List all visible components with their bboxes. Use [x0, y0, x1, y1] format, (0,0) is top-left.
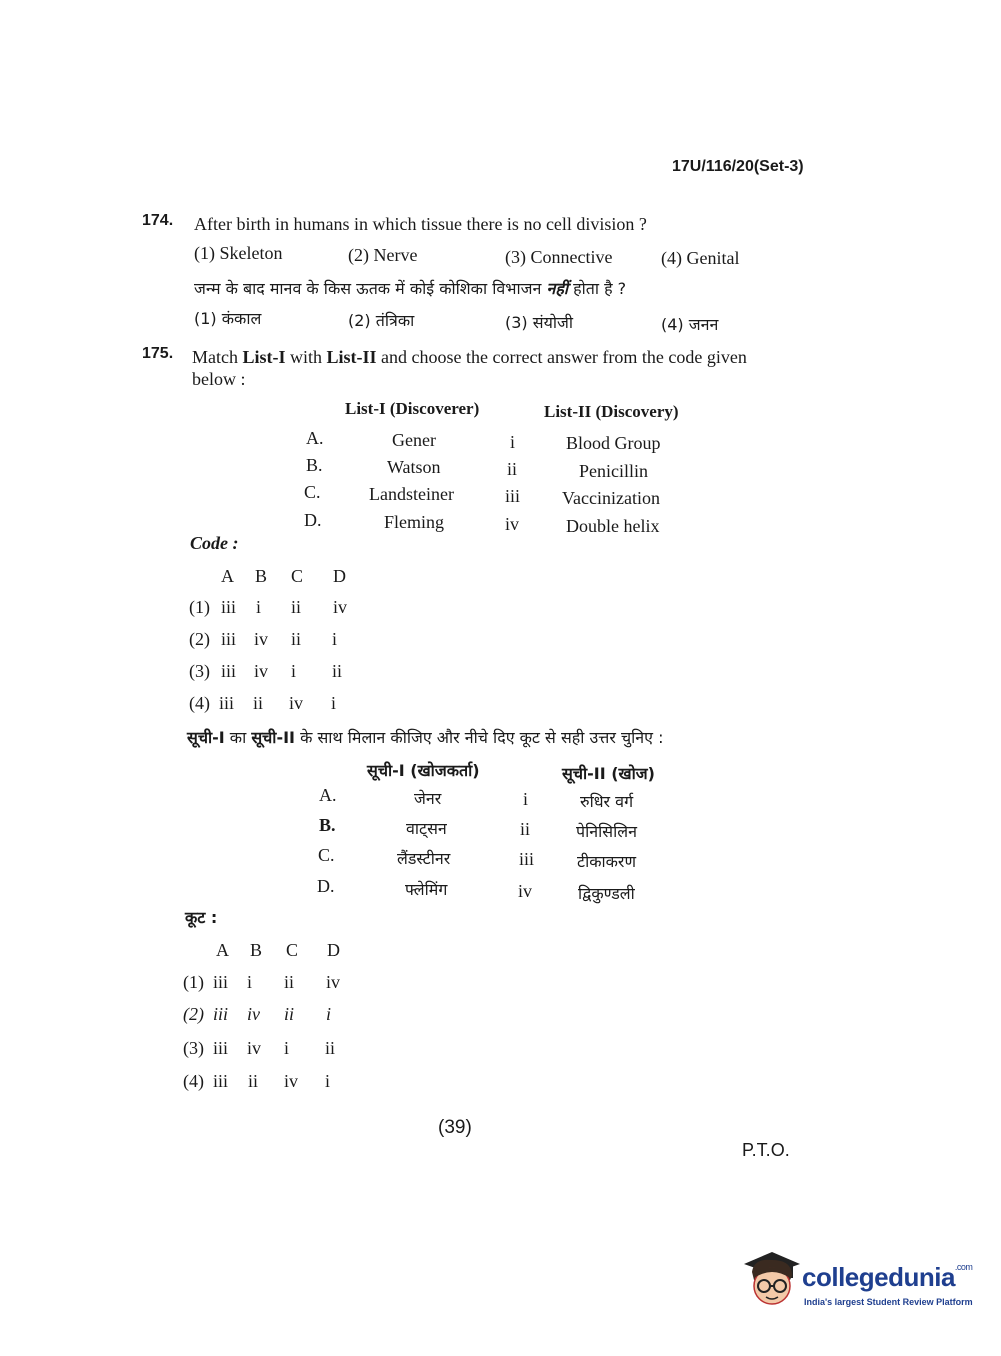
- hindi-list-row-item: लैंडस्टीनर: [397, 849, 451, 868]
- code-cell: ii: [291, 629, 302, 649]
- q174-hindi-option-2: (2) तंत्रिका: [348, 311, 415, 330]
- code-col-a: A: [221, 566, 234, 586]
- hindi-code-option-row: [0, 1038, 400, 1060]
- code-option-number: (1): [183, 972, 204, 992]
- hindi-list-row-letter: C.: [318, 845, 335, 865]
- code-header-row: [0, 566, 400, 588]
- code-col-c: C: [286, 940, 299, 960]
- list-row-num: i: [510, 432, 516, 452]
- q174-option-4: (4) Genital: [661, 248, 740, 268]
- list-row-match: Blood Group: [566, 433, 661, 453]
- hindi-list-row-num: iii: [519, 849, 535, 869]
- list-row-item: Fleming: [384, 512, 445, 532]
- question-175-hindi: सूची-I का सूची-II के साथ मिलान कीजिए और नीचे दिए कूट से सही उत्तर चुनिए :: [187, 728, 664, 747]
- hindi-list-row-item: फ्लेमिंग: [405, 880, 448, 899]
- hindi-code-option-row: [0, 972, 400, 994]
- code-col-a: A: [216, 940, 229, 960]
- list-row-letter: B.: [306, 455, 323, 475]
- question-175-number: 175.: [142, 345, 174, 362]
- code-col-b: B: [250, 940, 263, 960]
- code-col-b: B: [255, 566, 268, 586]
- code-cell: iv: [247, 1004, 260, 1024]
- q174-hindi-option-4: (4) जनन: [661, 315, 719, 334]
- hindi-list-row-num: i: [523, 789, 529, 809]
- code-option-number: (2): [189, 629, 210, 649]
- list-row-item: Landsteiner: [369, 484, 454, 504]
- hindi-list-row-match: पेनिसिलिन: [576, 822, 637, 841]
- code-cell: i: [284, 1038, 290, 1058]
- list-row-letter: D.: [304, 510, 322, 530]
- code-col-d: D: [327, 940, 340, 960]
- hindi-list-row-letter: B.: [319, 815, 336, 835]
- q174-option-1: (1) Skeleton: [194, 243, 283, 263]
- question-175-text-cont: below :: [192, 369, 246, 389]
- code-cell: iv: [254, 629, 269, 649]
- hindi-code-option-row: [0, 1071, 400, 1093]
- code-option-row: [0, 629, 400, 651]
- collegedunia-logo: collegedunia$^{.com}$: [802, 1262, 973, 1292]
- code-cell: iii: [221, 661, 237, 681]
- hindi-list-row-num: iv: [518, 881, 533, 901]
- hindi-code-header-row: [0, 940, 400, 962]
- code-cell: iv: [247, 1038, 262, 1058]
- code-cell: ii: [284, 972, 295, 992]
- code-cell: ii: [325, 1038, 336, 1058]
- code-cell: iv: [289, 693, 304, 713]
- hindi-code-label: कूट :: [185, 908, 218, 927]
- code-option-number: (1): [189, 597, 210, 617]
- code-option-number: (3): [189, 661, 210, 681]
- code-cell: iii: [213, 1038, 229, 1058]
- list-row-item: Watson: [387, 457, 441, 477]
- code-cell: ii: [284, 1004, 295, 1024]
- code-cell: i: [332, 629, 338, 649]
- list-row-match: Penicillin: [579, 461, 648, 481]
- code-option-number: (2): [183, 1004, 204, 1024]
- list-row-match: Double helix: [566, 516, 660, 536]
- code-cell: iii: [221, 597, 237, 617]
- paper-code: 17U/116/20(Set-3): [672, 158, 804, 175]
- logo-tagline: India's largest Student Review Platform: [804, 1297, 973, 1307]
- q174-hindi-option-1: (1) कंकाल: [194, 309, 262, 328]
- hindi-list-row-num: ii: [520, 819, 531, 839]
- list-row-item: Gener: [392, 430, 436, 450]
- code-cell: iii: [219, 693, 235, 713]
- list-row-letter: A.: [306, 428, 324, 448]
- code-option-number: (4): [183, 1071, 204, 1091]
- code-option-row: [0, 693, 400, 715]
- question-175-text: Match List-I with List-II and choose the correct answer from the code given: [192, 347, 747, 367]
- code-cell: iv: [254, 661, 269, 681]
- pto-label: P.T.O.: [742, 1140, 790, 1160]
- hindi-list-row-item: जेनर: [414, 789, 442, 808]
- page-number: (39): [438, 1117, 472, 1138]
- list-2-heading: List-II (Discovery): [544, 402, 679, 421]
- code-cell: i: [256, 597, 262, 617]
- hindi-list-row-match: द्विकुण्डली: [578, 884, 635, 903]
- code-cell: i: [331, 693, 337, 713]
- code-cell: iii: [213, 1071, 229, 1091]
- code-cell: iii: [213, 972, 229, 992]
- code-col-c: C: [291, 566, 304, 586]
- code-cell: i: [247, 972, 253, 992]
- code-cell: ii: [248, 1071, 259, 1091]
- code-cell: ii: [291, 597, 302, 617]
- hindi-list-row-match: टीकाकरण: [577, 852, 637, 871]
- list-row-match: Vaccinization: [562, 488, 660, 508]
- list-row-num: iv: [505, 514, 520, 534]
- code-cell: iii: [221, 629, 237, 649]
- code-cell: ii: [332, 661, 343, 681]
- code-cell: iv: [333, 597, 348, 617]
- list-row-letter: C.: [304, 482, 321, 502]
- code-col-d: D: [333, 566, 346, 586]
- code-cell: i: [326, 1004, 332, 1024]
- code-cell: i: [291, 661, 297, 681]
- list-1-heading: List-I (Discoverer): [345, 399, 480, 418]
- code-cell: iv: [284, 1071, 299, 1091]
- question-174-text: After birth in humans in which tissue there is no cell division ?: [194, 214, 647, 234]
- code-option-row: [0, 597, 400, 619]
- question-174-hindi: जन्म के बाद मानव के किस ऊतक में कोई कोशिका विभाजन नहीं होता है ?: [194, 279, 627, 298]
- code-label: Code :: [190, 533, 239, 553]
- q174-hindi-option-3: (3) संयोजी: [505, 313, 574, 332]
- code-option-number: (3): [183, 1038, 204, 1058]
- hindi-list-row-letter: A.: [319, 785, 337, 805]
- hindi-list-1-heading: सूची-I (खोजकर्ता): [367, 761, 480, 780]
- hindi-list-2-heading: सूची-II (खोज): [562, 764, 655, 783]
- code-cell: ii: [253, 693, 264, 713]
- code-cell: i: [325, 1071, 331, 1091]
- hindi-list-row-letter: D.: [317, 876, 335, 896]
- list-row-num: ii: [507, 459, 518, 479]
- list-row-num: iii: [505, 486, 521, 506]
- hindi-list-row-match: रुधिर वर्ग: [580, 792, 634, 811]
- q174-option-2: (2) Nerve: [348, 245, 418, 265]
- hindi-list-row-item: वाट्सन: [406, 819, 447, 838]
- question-174-number: 174.: [142, 212, 174, 229]
- collegedunia-mascot-icon: [742, 1250, 802, 1310]
- code-cell: iv: [326, 972, 341, 992]
- q174-option-3: (3) Connective: [505, 247, 613, 267]
- hindi-code-option-row: [0, 1004, 400, 1026]
- code-option-number: (4): [189, 693, 210, 713]
- code-option-row: [0, 661, 400, 683]
- code-cell: iii: [213, 1004, 229, 1024]
